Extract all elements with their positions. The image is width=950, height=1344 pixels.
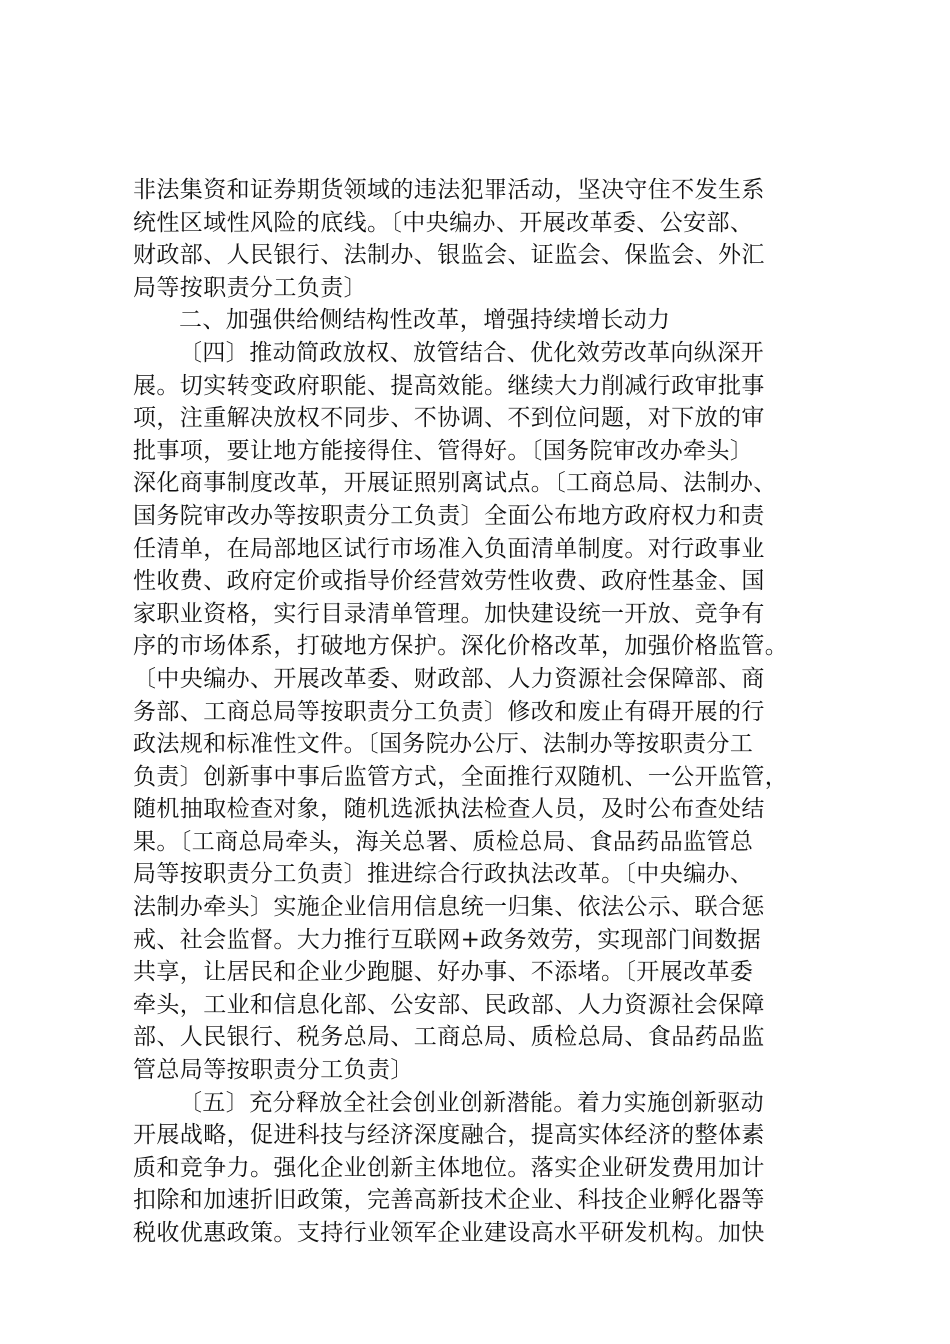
text-line: 非法集资和证券期货领域的违法犯罪活动，坚决守住不发生系 — [133, 177, 765, 203]
paragraph-start: 〔四〕推动简政放权、放管结合、优化效劳改革向纵深开 — [179, 339, 764, 366]
text-line: 扣除和加速折旧政策，完善高新技术企业、科技企业孵化器等 — [133, 1187, 765, 1214]
paragraph-start: 〔五〕充分释放全社会创业创新潜能。着力实施创新驱动 — [179, 1089, 764, 1116]
section-heading: 二、加强供给侧结构性改革，增强持续增长动力 — [179, 307, 671, 334]
text-line: 负责〕创新事中事后监管方式，全面推行双随机、一公开监管， — [133, 763, 789, 790]
text-line: 〔中央编办、开展改革委、财政部、人力资源社会保障部、商 — [133, 665, 765, 692]
document-body — [133, 174, 823, 1250]
text-line: 戒、社会监督。大力推行互联网+政务效劳，实现部门间数据 — [133, 926, 762, 953]
text-line: 管总局等按职责分工负责〕 — [133, 1057, 414, 1084]
text-line: 展。切实转变政府职能、提高效能。继续大力削减行政审批事 — [133, 372, 765, 399]
text-line: 政法规和标准性文件。〔国务院办公厅、法制办等按职责分工 — [133, 731, 754, 758]
text-line: 批事项，要让地方能接得住、管得好。〔国务院审改办牵头〕 — [133, 437, 754, 464]
text-line: 深化商事制度改革，开展证照别离试点。〔工商总局、法制办、 — [133, 470, 777, 497]
text-line: 统性区域性风险的底线。〔中央编办、开展改革委、公安部、 — [133, 209, 754, 236]
text-line: 财政部、人民银行、法制办、银监会、证监会、保监会、外汇 — [133, 242, 765, 269]
text-line: 国务院审改办等按职责分工负责〕全面公布地方政府权力和责 — [133, 502, 765, 529]
text-line: 质和竞争力。强化企业创新主体地位。落实企业研发费用加计 — [133, 1154, 765, 1181]
text-line: 牵头，工业和信息化部、公安部、民政部、人力资源社会保障 — [133, 991, 765, 1018]
text-line: 税收优惠政策。支持行业领军企业建设高水平研发机构。加快 — [133, 1220, 765, 1246]
text-line: 部、人民银行、税务总局、工商总局、质检总局、食品药品监 — [133, 1024, 765, 1051]
text-line: 性收费、政府定价或指导价经营效劳性收费、政府性基金、国 — [133, 568, 765, 595]
text-line: 随机抽取检查对象，随机选派执法检查人员，及时公布查处结 — [133, 796, 765, 823]
text-line: 法制办牵头〕实施企业信用信息统一归集、依法公示、联合惩 — [133, 894, 765, 921]
text-line: 局等按职责分工负责〕推进综合行政执法改革。〔中央编办、 — [133, 861, 754, 888]
text-line: 务部、工商总局等按职责分工负责〕修改和废止有碍开展的行 — [133, 698, 765, 725]
text-line: 项，注重解决放权不同步、不协调、不到位问题，对下放的审 — [133, 405, 765, 432]
text-line: 序的市场体系，打破地方保护。深化价格改革，加强价格监管。 — [133, 633, 789, 660]
text-line: 任清单，在局部地区试行市场准入负面清单制度。对行政事业 — [133, 535, 765, 562]
text-line: 家职业资格，实行目录清单管理。加快建设统一开放、竞争有 — [133, 600, 765, 627]
text-line: 果。〔工商总局牵头，海关总署、质检总局、食品药品监管总 — [133, 828, 754, 855]
text-line: 开展战略，促进科技与经济深度融合，提高实体经济的整体素 — [133, 1122, 765, 1149]
text-line: 局等按职责分工负责〕 — [133, 274, 367, 301]
text-line: 共享，让居民和企业少跑腿、好办事、不添堵。〔开展改革委 — [133, 959, 754, 986]
